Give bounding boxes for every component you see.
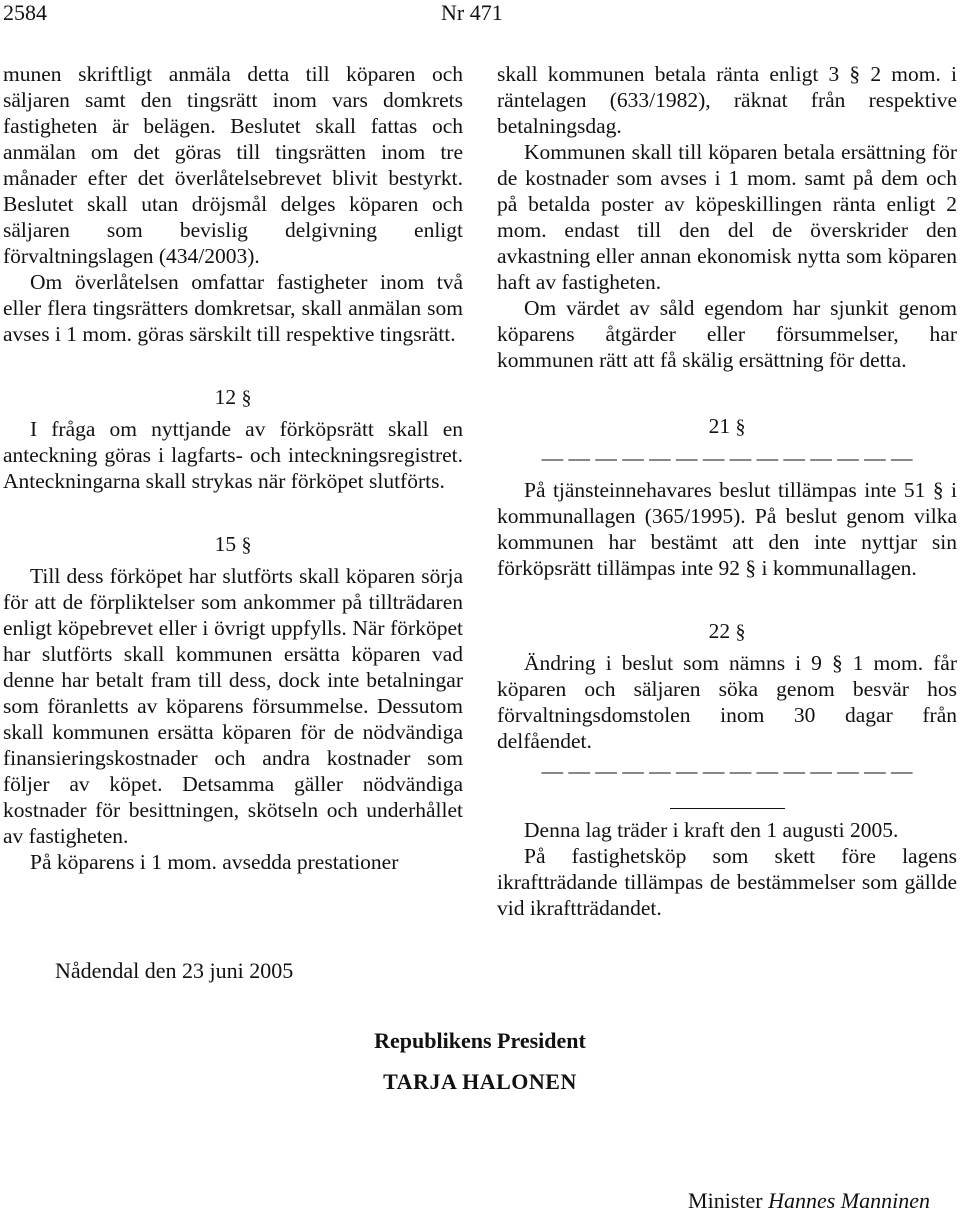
page-number: 2584 <box>3 0 47 25</box>
place-date: Nådendal den 23 juni 2005 <box>55 958 294 983</box>
signature-title: Republikens President <box>374 1028 586 1053</box>
minister-signature: Minister Hannes Manninen <box>688 1188 930 1213</box>
section-heading-12: 12 § <box>214 385 252 409</box>
paragraph: På köparens i 1 mom. avsedda prestationer <box>30 850 399 874</box>
section-heading-15: 15 § <box>214 532 252 556</box>
paragraph: Kommunen skall till köparen betala ersättning för de kostnader som avses i 1 mom. samt på dem och på betalda poster av köpeskillingen ränta enligt 2 mom. endast till den del de överskrider den avkastning eller annan ekonomisk nytta som köparen haft av fastigheten. <box>497 140 957 294</box>
divider-rule <box>670 808 785 809</box>
paragraph: Till dess förköpet har slutförts skall köparen sörja för att de förpliktelser som ankommer på tillträdaren enligt köpebrevet eller i övrigt uppfylls. När förköpet har slutförts skall kommunen ersätta köparen vad denne har betalt fram till dess, dock inte betalningar som föranletts av köparens försummelse. Dessutom skall kommunen ersätta köparen för de nödvändiga finansieringskostnader och andra kostnader som följer av köpet. Detsamma gäller nödvändiga kostnader för besittningen, skötseln och underhållet av fastigheten. <box>3 564 463 848</box>
left-column <box>3 61 463 875</box>
paragraph: skall kommunen betala ränta enligt 3 § 2 mom. i räntelagen (633/1982), räknat från respektive betalningsdag. <box>497 62 957 138</box>
paragraph: Om överlåtelsen omfattar fastigheter inom två eller flera tingsrätters domkretsar, skall anmälan som avses i 1 mom. göras särskilt till respektive tingsrätt. <box>3 270 463 346</box>
paragraph: Om värdet av såld egendom har sjunkit genom köparens åtgärder eller försummelser, har kommunen rätt att få skälig ersättning för detta. <box>497 296 957 372</box>
paragraph: Ändring i beslut som nämns i 9 § 1 mom. får köparen och säljaren söka genom besvär hos förvaltningsdomstolen inom 30 dagar från delfåendet. <box>497 651 957 753</box>
paragraph: På fastighetsköp som skett före lagens ikraftträdande tillämpas de bestämmelser som gällde vid ikraftträdandet. <box>497 844 957 920</box>
issue-number: Nr 471 <box>441 0 503 25</box>
paragraph: munen skriftligt anmäla detta till köparen och säljaren samt den tingsrätt inom vars domkrets fastigheten är belägen. Beslutet skall fattas och anmälan om det göras till tingsrätten inom tre månader efter det överlåtelsebrevet blivit bestyrkt. Beslutet skall utan dröjsmål delges köparen och säljaren som bevislig delgivning enligt förvaltningslagen (434/2003). <box>3 62 463 268</box>
section-heading-21: 21 § <box>708 414 746 438</box>
paragraph: I fråga om nyttjande av förköpsrätt skall en anteckning göras i lagfarts- och inteckningsregistret. Anteckningarna skall strykas när förköpet slutförts. <box>3 417 463 493</box>
paragraph: På tjänsteinnehavares beslut tillämpas inte 51 § i kommunallagen (365/1995). På beslut genom vilka kommunen har bestämt att den inte nyttjar sin förköpsrätt tillämpas inte 92 § i kommunallagen. <box>497 478 957 580</box>
right-column <box>497 61 957 921</box>
signature-name: TARJA HALONEN <box>383 1069 577 1094</box>
omission-dashes: — — — — — — — — — — — — — — <box>541 759 913 783</box>
omission-dashes: — — — — — — — — — — — — — — <box>541 446 913 470</box>
section-heading-22: 22 § <box>708 619 746 643</box>
paragraph: Denna lag träder i kraft den 1 augusti 2005. <box>524 818 899 842</box>
